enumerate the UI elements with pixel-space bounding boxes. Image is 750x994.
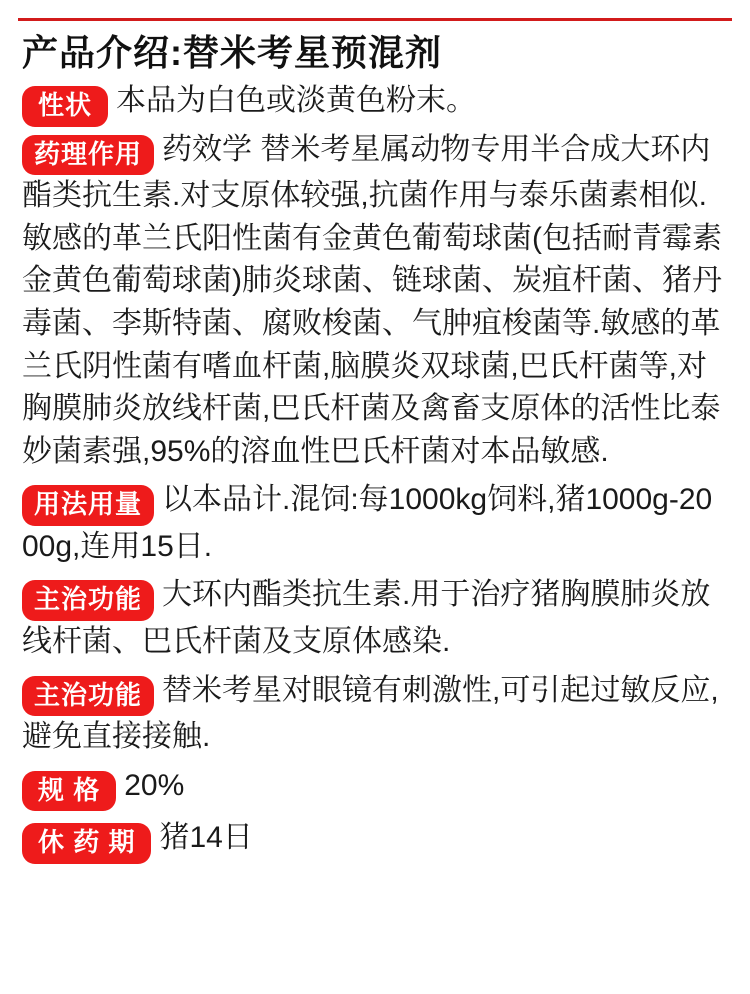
section-text-specification: 20% bbox=[124, 768, 185, 802]
section-tag-precautions: 主治功能 bbox=[22, 676, 154, 717]
section-tag-properties: 性状 bbox=[22, 86, 108, 127]
section-precautions bbox=[18, 670, 732, 759]
section-text-dosage: 以本品计.混饲:每1000kg饲料,猪1000g-2000g,连用15日. bbox=[22, 483, 713, 563]
section-tag-pharmacology: 药理作用 bbox=[22, 135, 154, 176]
section-specification bbox=[18, 765, 732, 812]
header-divider bbox=[18, 18, 732, 21]
section-text-pharmacology: 药效学 替米考星属动物专用半合成大环内酯类抗生素.对支原体较强,抗菌作用与泰乐菌素相似.敏感的革兰氏阳性菌有金黄色葡萄球菌(包括耐青霉素金黄色葡萄球菌)肺炎球菌、链球菌、炭疽杆菌、猪丹毒菌、李斯特菌、腐败梭菌、气肿疽梭菌等.敏感的革兰氏阴性菌有嗜血杆菌,脑膜炎双球菌,巴氏杆菌等,对胸膜肺炎放线杆菌,巴氏杆菌及禽畜支原体的活性比泰妙菌素强,95%的溶血性巴氏杆菌对本品敏感. bbox=[22, 132, 722, 468]
section-tag-indications: 主治功能 bbox=[22, 580, 154, 621]
section-indications bbox=[18, 574, 732, 663]
section-tag-dosage: 用法用量 bbox=[22, 485, 154, 526]
section-dosage bbox=[18, 479, 732, 568]
section-text-indications: 大环内酯类抗生素.用于治疗猪胸膜肺炎放线杆菌、巴氏杆菌及支原体感染. bbox=[22, 578, 711, 658]
section-pharmacology bbox=[18, 129, 732, 474]
section-text-withdrawal-period: 猪14日 bbox=[159, 821, 253, 855]
section-tag-withdrawal-period: 休 药 期 bbox=[22, 823, 151, 864]
section-properties bbox=[18, 80, 732, 127]
section-text-properties: 本品为白色或淡黄色粉末。 bbox=[116, 84, 477, 118]
section-text-precautions: 替米考星对眼镜有刺激性,可引起过敏反应,避免直接接触. bbox=[22, 673, 719, 754]
section-tag-specification: 规 格 bbox=[22, 771, 116, 812]
section-withdrawal-period bbox=[18, 817, 732, 864]
page-title: 产品介绍:替米考星预混剂 bbox=[22, 32, 442, 73]
